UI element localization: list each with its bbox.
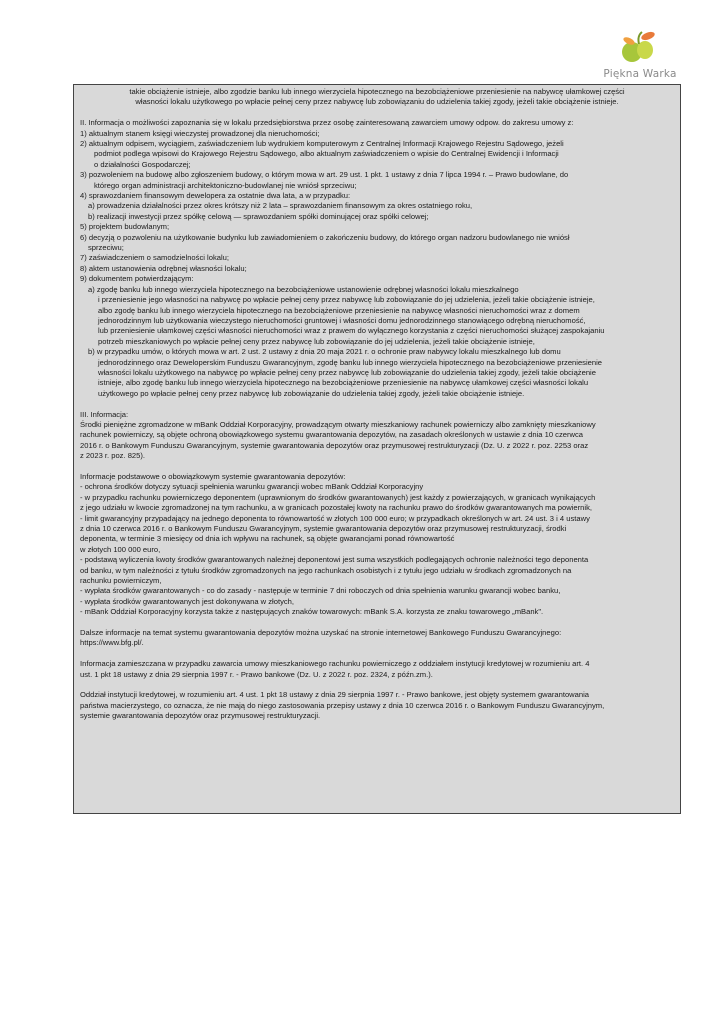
list-item: albo zgodę banku lub innego wierzyciela hipotecznego na bezobciążeniowe przeniesienie na nabywcę własności nieruchomości wraz z domem bbox=[98, 305, 580, 315]
list-item: użytkowego po wpłacie pełnej ceny przez nabywcę lub zobowiązanie do udzielenia takiej zgody, jeżeli takie obciążenie istnieje. bbox=[98, 388, 525, 398]
text-line: państwa macierzystego, co oznacza, że nie mają do niego zastosowania przepisy ustawy z dnia 10 czerwca 2016 r. o Bankowym Funduszu Gwarancyjnym, bbox=[80, 700, 605, 710]
list-item: sprzeciwu; bbox=[88, 243, 124, 253]
list-item: b) w przypadku umów, o których mowa w art. 2 ust. 2 ustawy z dnia 20 maja 2021 r. o ochronie praw nabywcy lokalu mieszkalnego lub domu bbox=[88, 347, 561, 357]
list-item: 7) zaświadczeniem o samodzielności lokalu; bbox=[80, 253, 229, 263]
list-item: 4) sprawozdaniem finansowym dewelopera za ostatnie dwa lata, a w przypadku: bbox=[80, 191, 351, 201]
list-item: a) prowadzenia działalności przez okres krótszy niż 2 lata – sprawozdaniem finansowym za okres ostatniego roku, bbox=[88, 201, 473, 211]
bullet-item: - wypłata środków gwarantowanych - co do zasady - następuje w terminie 7 dni roboczych od dnia spełnienia warunku gwarancji wobec banku, bbox=[80, 586, 561, 596]
bullet-item: z dnia 10 czerwca 2016 r. o Bankowym Funduszu Gwarancyjnym, systemie gwarantowania depozytów oraz przymusowej restrukturyzacji, środki bbox=[80, 524, 567, 534]
list-item: jednorodzinnym lub użytkowania wieczystego nieruchomości gruntowej i własności domu jednorodzinnego stanowiącego odrębną nieruchomość, bbox=[98, 315, 586, 325]
list-item: o działalności Gospodarczej; bbox=[94, 159, 191, 169]
bullet-item: - limit gwarancyjny przypadający na jednego deponenta to równowartość w złotych 100 000 euro; w przypadkach określonych w art. 24 ust. 3 i 4 ustawy bbox=[80, 513, 590, 523]
list-item: 5) projektem budowlanym; bbox=[80, 222, 170, 232]
text-line: własności lokalu użytkowego po wpłacie pełnej ceny przez nabywcę lub zobowiązaniu do udzielenia takiej zgody, jeżeli takie obciążenie istnieje. bbox=[135, 97, 619, 107]
text-line: 2016 r. o Bankowym Funduszu Gwarancyjnym, systemie gwarantowania depozytów oraz przymusowej restrukturyzacji (Dz. U. z 2022 r. poz. 2253 oraz bbox=[80, 440, 589, 450]
list-item: podmiot podlega wpisowi do Krajowego Rejestru Sądowego, albo aktualnym zaświadczeniem o wpisie do Centralnej Ewidencji i Informacji bbox=[94, 149, 559, 159]
list-item: potrzeb mieszkaniowych po wpłacie pełnej ceny przez nabywcę lub zobowiązanie do jej udzielenia, jeżeli takie obciążenie istnieje, bbox=[98, 336, 535, 346]
list-item: 9) dokumentem potwierdzającym: bbox=[80, 274, 194, 284]
list-item: 6) decyzją o pozwoleniu na użytkowanie budynku lub zawiadomieniem o zakończeniu budowy, do którego organ nadzoru budowlanego nie wniósł bbox=[80, 232, 570, 242]
text-line: Oddział instytucji kredytowej, w rozumieniu art. 4 ust. 1 pkt 18 ustawy z dnia 29 sierpnia 1997 r. - Prawo bankowe, jest objęty systemem gwarantowania bbox=[80, 690, 590, 700]
section-heading: II. Informacja o możliwości zapoznania się w lokalu przedsiębiorstwa przez osobę zainteresowaną zawarciem umowy odpow. do zakresu umowy z: bbox=[80, 118, 574, 128]
text-line: systemie gwarantowania depozytów oraz przymusowej restrukturyzacji. bbox=[80, 711, 321, 721]
bullet-item: w złotych 100 000 euro, bbox=[80, 544, 161, 554]
bullet-item: rachunku powierniczym, bbox=[80, 576, 162, 586]
logo-text: Piękna Warka bbox=[603, 68, 677, 80]
list-item: własności lokalu użytkowego na nabywcę po wpłacie pełnej ceny przez nabywcę lub zobowiązanie do udzielenia takiej zgody, jeżeli takie obciążenie bbox=[98, 367, 596, 377]
bullet-item: z jego udziału w kwocie zgromadzonej na tym rachunku, a w granicach pozostałej kwoty na rachunku prawo do środków gwarantowanych ma powiernik, bbox=[80, 503, 592, 513]
list-item: lub przeniesienie ułamkowej części własności nieruchomości wraz z prawem do wyłącznego korzystania z części nieruchomości służącej zaspokajaniu bbox=[98, 326, 605, 336]
bfg-link[interactable]: https://www.bfg.pl/. bbox=[80, 638, 144, 648]
bullet-item: - wypłata środków gwarantowanych jest dokonywana w złotych, bbox=[80, 596, 294, 606]
text-line: rachunek powierniczy, są objęte ochroną obowiązkowego systemu gwarantowania depozytów, na zasadach określonych w ustawie z dnia 10 czerwca bbox=[80, 430, 584, 440]
bullet-item: - mBank Oddział Korporacyjny korzysta także z następujących znaków towarowych: mBank S.A. korzysta ze znaku towarowego „mBank". bbox=[80, 607, 544, 617]
list-item: jednorodzinnego oraz Deweloperskim Funduszu Gwarancyjnym, zgodę banku lub innego wierzyciela hipotecznego na bezobciążeniowe przeniesienie bbox=[98, 357, 603, 367]
list-item: którego organ administracji architektoniczno-budowlanej nie wniósł sprzeciwu; bbox=[94, 180, 357, 190]
list-item: i przeniesienie jego własności na nabywcę po wpłacie pełnej ceny przez nabywcę lub zobowiązanie do jej udzielenia, jeżeli takie obciążenie istnieje, bbox=[98, 295, 595, 305]
bullet-item: - podstawą wyliczenia kwoty środków gwarantowanych należnej deponentowi jest suma wszystkich podlegających ochronie należności tego deponenta bbox=[80, 555, 589, 565]
document-content-box bbox=[73, 84, 681, 814]
bullet-item: od banku, w tym należności z tytułu środków zgromadzonych na jego rachunkach osobistych i z tytułu jego udziału w środkach zgromadzonych na bbox=[80, 565, 572, 575]
list-item: 3) pozwoleniem na budowę albo zgłoszeniem budowy, o którym mowa w art. 29 ust. 1 pkt. 1 ustawy z dnia 7 lipca 1994 r. – Prawo budowlane, do bbox=[80, 170, 569, 180]
text-line: z 2023 r. poz. 825). bbox=[80, 451, 146, 461]
text-line: takie obciążenie istnieje, albo zgodzie banku lub innego wierzyciela hipotecznego na bezobciążeniowe przeniesienie na nabywcę ułamkowej części bbox=[129, 87, 625, 96]
text-line: Informacja zamieszczana w przypadku zawarcia umowy mieszkaniowego rachunku powierniczego z oddziałem instytucji kredytowej w rozumieniu art. 4 bbox=[80, 659, 590, 669]
list-item: 2) aktualnym odpisem, wyciągiem, zaświadczeniem lub wydrukiem komputerowym z Centralnej Informacji Krajowego Rejestru Sądowego, jeżeli bbox=[80, 139, 564, 149]
text-line: Informacje podstawowe o obowiązkowym systemie gwarantowania depozytów: bbox=[80, 471, 346, 481]
company-logo bbox=[590, 30, 690, 82]
list-item: 8) aktem ustanowienia odrębnej własności lokalu; bbox=[80, 263, 247, 273]
list-item: 1) aktualnym stanem księgi wieczystej prowadzonej dla nieruchomości; bbox=[80, 128, 320, 138]
bullet-item: deponenta, w terminie 3 miesięcy od dnia ich wpływu na rachunek, są objęte gwarancjami ponad równowartość bbox=[80, 534, 455, 544]
text-line: ust. 1 pkt 18 ustawy z dnia 29 sierpnia 1997 r. - Prawo bankowe (Dz. U. z 2022 r. poz. 2324, z późn.zm.). bbox=[80, 669, 433, 679]
text-line: Środki pieniężne zgromadzone w mBank Oddział Korporacyjny, prowadzącym otwarty mieszkaniowy rachunek powierniczy albo zamknięty mieszkaniowy bbox=[80, 419, 596, 429]
text-line: Dalsze informacje na temat systemu gwarantowania depozytów można uzyskać na stronie internetowej Bankowego Funduszu Gwarancyjnego: bbox=[80, 628, 562, 638]
bullet-item: - w przypadku rachunku powierniczego deponentem (uprawnionym do środków gwarantowanych) jest każdy z powierzających, w granicach wynikających bbox=[80, 492, 596, 502]
section-heading: III. Informacja: bbox=[80, 409, 129, 419]
list-item: istnieje, albo zgodę banku lub innego wierzyciela hipotecznego na bezobciążeniowe przeniesienie na nabywcę ułamkowej części własności lokalu bbox=[98, 378, 589, 388]
list-item: a) zgodę banku lub innego wierzyciela hipotecznego na bezobciążeniowe ustanowienie odrębnej własności lokalu mieszkalnego bbox=[88, 284, 519, 294]
list-item: b) realizacji inwestycji przez spółkę celową — sprawozdaniem spółki dominującej oraz spółki celowej; bbox=[88, 211, 429, 221]
bullet-item: - ochrona środków dotyczy sytuacji spełnienia warunku gwarancji wobec mBank Oddział Korporacyjny bbox=[80, 482, 424, 492]
apple-logo-icon bbox=[612, 30, 666, 70]
